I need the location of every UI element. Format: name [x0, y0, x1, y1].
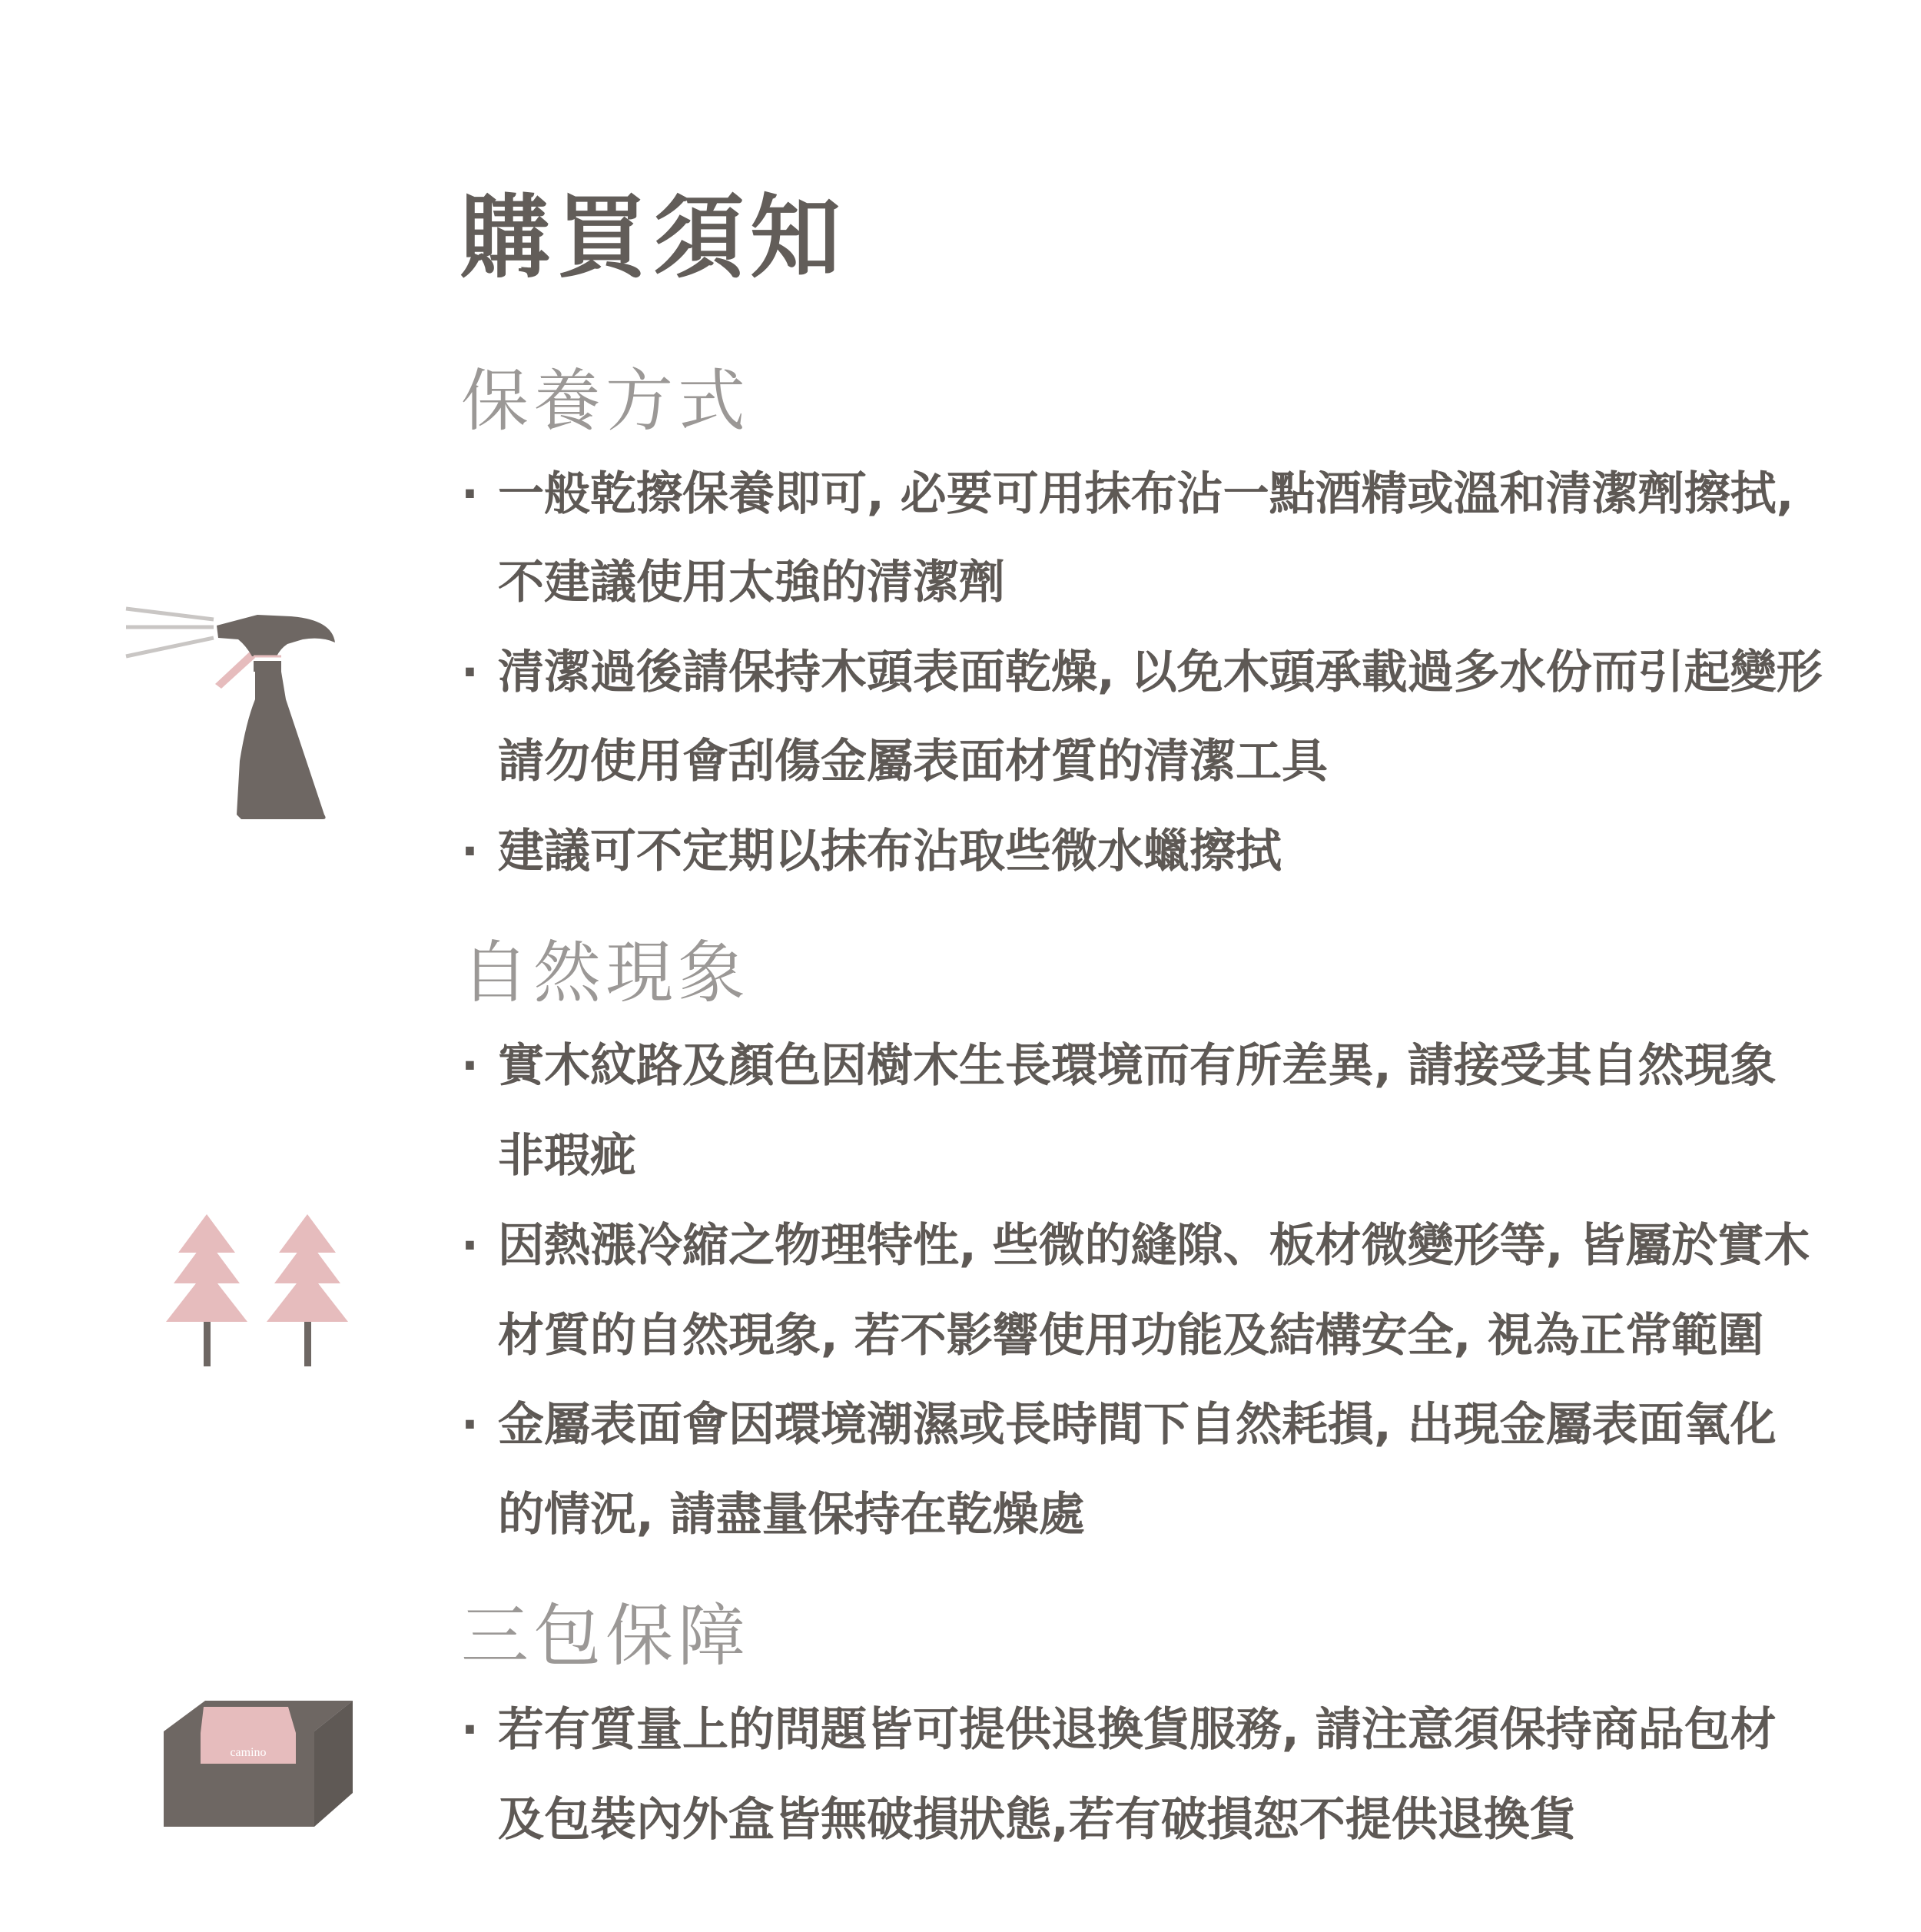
bullet-text: 建議可不定期以抹布沾取些微水蠟擦拭	[498, 825, 1282, 878]
package-box-icon	[158, 1695, 357, 1833]
bullet-dot: ·	[461, 1219, 479, 1273]
bullet-continuation-care-2: 請勿使用會刮傷金屬表面材質的清潔工具	[498, 735, 1328, 788]
bullet-dot: ·	[461, 1039, 479, 1093]
bullet-text: 一般乾擦保養即可, 必要可用抹布沾一點酒精或溫和清潔劑擦拭,	[498, 467, 1794, 521]
bullet-text: 金屬表面會因環境潮濕或長時間下自然耗損, 出現金屬表面氧化	[498, 1398, 1777, 1452]
bullet-continuation-nature-1: 非瑕疵	[498, 1129, 636, 1183]
section-heading-nature: 自然現象	[461, 933, 751, 1012]
bullet-continuation-nature-2: 材質的自然現象, 若不影響使用功能及結構安全, 視為正常範圍	[498, 1309, 1764, 1363]
bullet-text: 若有質量上的問題皆可提供退換貨服務, 請注意須保持商品包材	[498, 1703, 1777, 1757]
bullet-dot: ·	[461, 1703, 479, 1757]
tree-left-icon	[166, 1214, 247, 1366]
bullet-continuation-care-1: 不建議使用太強的清潔劑	[498, 556, 1005, 609]
bullet-dot: ·	[461, 1398, 479, 1452]
bullet-item-nature-1	[461, 1039, 1777, 1093]
bullet-continuation-warranty-1: 及包裝內外盒皆無破損狀態,若有破損恕不提供退換貨	[498, 1793, 1576, 1847]
page-title: 購買須知	[460, 184, 848, 290]
bullet-text: 因熱漲冷縮之物理特性, 些微的縫隙、板材微變形等, 皆屬於實木	[498, 1219, 1810, 1273]
bullet-dot: ·	[461, 646, 479, 699]
bullet-continuation-nature-3: 的情況, 請盡量保持在乾燥處	[498, 1488, 1085, 1542]
tree-right-icon	[267, 1214, 348, 1366]
trees-icon	[161, 1207, 361, 1391]
box-label-text: camino	[230, 1746, 267, 1759]
bullet-dot: ·	[461, 467, 479, 521]
bullet-text: 實木紋路及顏色因樹木生長環境而有所差異, 請接受其自然現象	[498, 1039, 1777, 1093]
section-heading-warranty: 三包保障	[461, 1596, 751, 1675]
bullet-item-nature-2	[461, 1219, 1810, 1273]
bullet-item-nature-3	[461, 1398, 1777, 1452]
bullet-item-warranty-1	[461, 1703, 1777, 1757]
bullet-item-care-1	[461, 467, 1794, 521]
section-heading-care: 保養方式	[461, 361, 751, 440]
bullet-text: 清潔過後請保持木頭表面乾燥, 以免木頭承載過多水份而引起變形	[498, 646, 1823, 699]
bullet-dot: ·	[461, 825, 479, 878]
bullet-item-care-2	[461, 646, 1823, 699]
spray-bottle-icon	[123, 599, 353, 830]
bullet-item-care-3	[461, 825, 1282, 878]
